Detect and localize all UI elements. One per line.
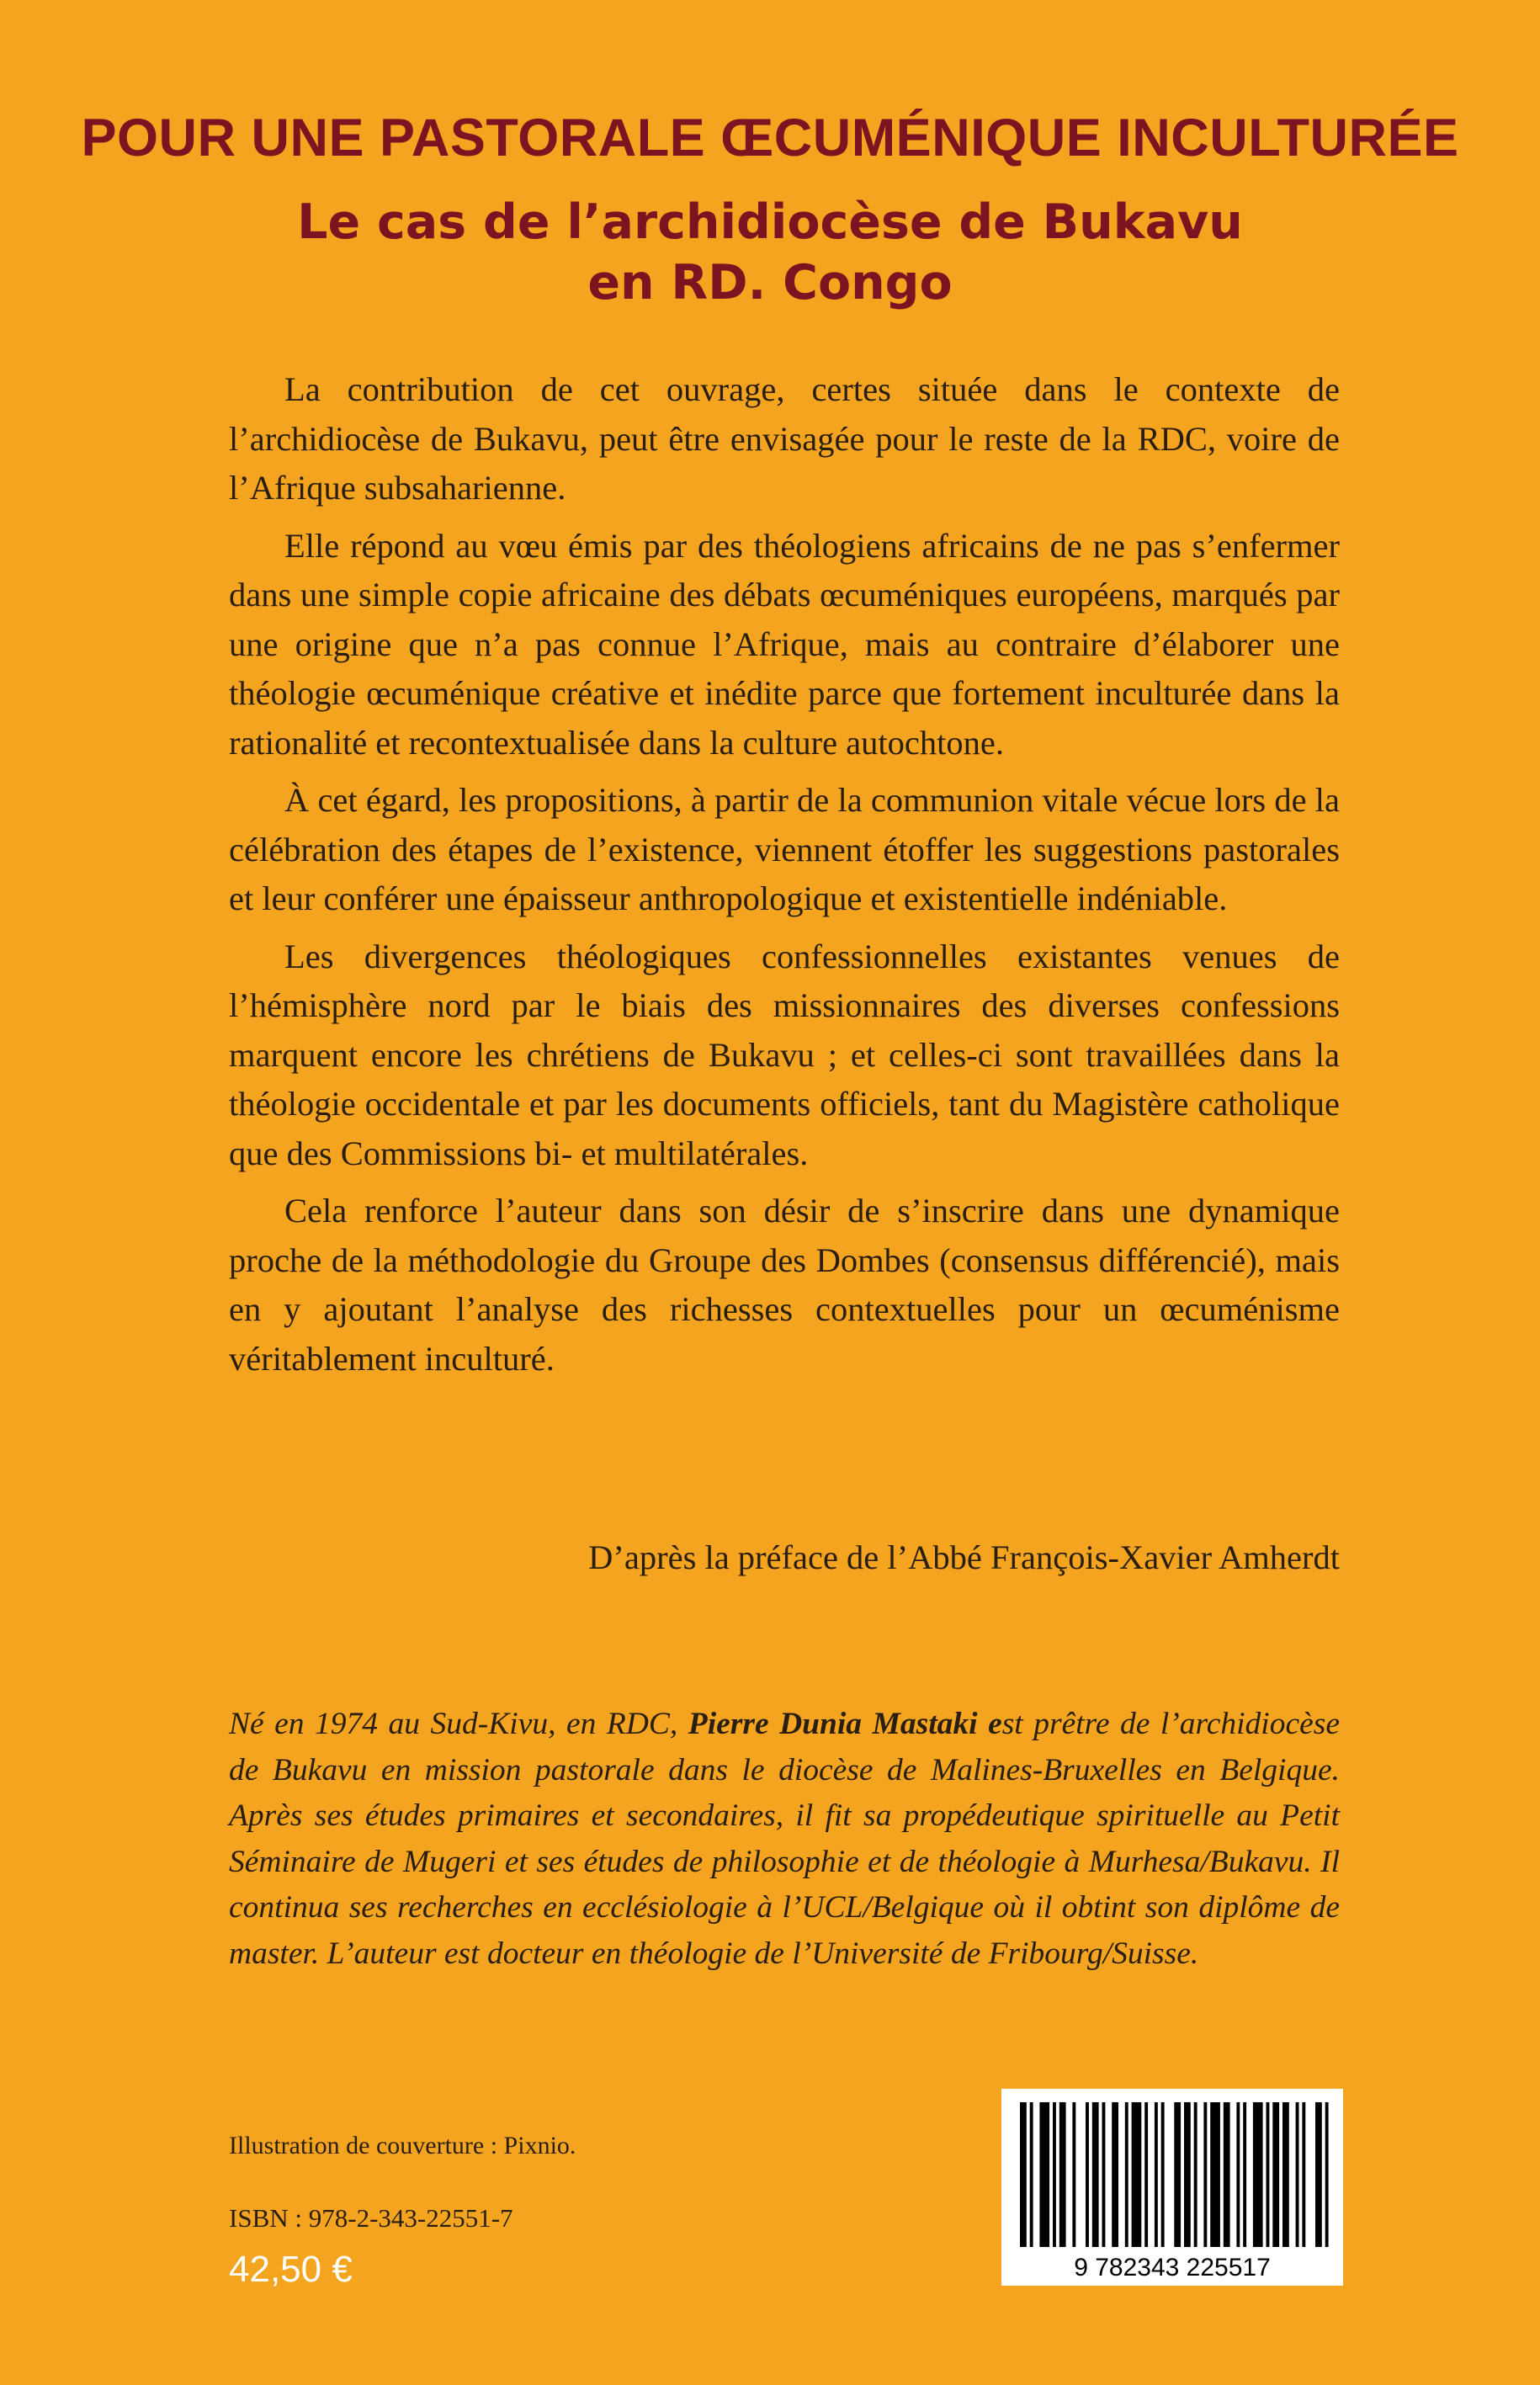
barcode-bar [1203,2102,1207,2247]
barcode-bar [1092,2102,1099,2247]
author-name: Pierre Dunia Mastaki e [688,1707,1002,1741]
barcode-bars [1020,2102,1329,2247]
barcode-bar [1253,2102,1263,2247]
barcode-bar [1243,2102,1246,2247]
barcode-bar [1296,2102,1299,2247]
subtitle-line-1: Le cas de l’archidiocèse de Bukavu [297,194,1243,250]
barcode-bar [1030,2102,1033,2247]
barcode-bar [1194,2102,1197,2247]
barcode-bar [1302,2102,1305,2247]
book-subtitle [0,192,1540,313]
preface-attribution: D’après la préface de l’Abbé François-Xavier Amherdt [588,1538,1340,1576]
barcode-bar [1144,2102,1148,2247]
cover-credit: Illustration de couverture : Pixnio. [229,2132,576,2159]
barcode-bar [1125,2102,1128,2247]
barcode-bar [1315,2102,1322,2247]
blurb [229,365,1340,1392]
book-title: POUR UNE PASTORALE ŒCUMÉNIQUE INCULTURÉE [81,109,1459,167]
blurb-paragraph: La contribution de cet ouvrage, certes située dans le contexte de l’archidiocèse de Bukavu, peut être envisagée pour le reste de la RDC, voire de l’Afrique subsaharienne. [229,370,1340,507]
barcode-bar [1039,2102,1049,2247]
bio-text: st prêtre de l’archidiocèse de Bukavu en mission pastorale dans le diocèse de Malines-Bruxelles en Belgique. Après ses études primaires et secondaires, il fit sa propédeutique spirituelle au Petit Séminaire de Mugeri et ses études de philosophie et de théologie à Murhesa/Bukavu. Il continua ses recherches en ecclésiologie à l’UCL/Belgique où il obtint son diplôme de master. L’auteur est docteur en théologie de l’Université de Fribourg/Suisse. [229,1707,1340,1971]
blurb-paragraph: Elle répond au vœu émis par des théologiens africains de ne pas s’enfermer dans une simple copie africaine des débats œcuméniques européens, marqués par une origine que n’a pas connue l’Afrique, mais au contraire d’élaborer une théologie œcuménique créative et inédite parce que fortement inculturée dans la rationalité et recontextualisée dans la culture autochtone. [229,526,1340,762]
author-bio [229,1702,1340,1977]
barcode-graphic [1001,2089,1343,2286]
barcode-bar [1236,2102,1240,2247]
barcode-bar [1102,2102,1106,2247]
barcode-bar [1272,2102,1279,2247]
barcode-bar [1224,2102,1230,2247]
bio-intro: Né en 1974 au Sud-Kivu, en RDC, [229,1707,688,1741]
blurb-paragraph: Cela renforce l’auteur dans son désir de s’inscrire dans une dynamique proche de la méthodologie du Groupe des Dombes (consensus différencié), mais en y ajoutant l’analyse des richesses contextuelles pour un œcuménisme véritablement inculturé. [229,1192,1340,1378]
barcode-bar [1086,2102,1089,2247]
barcode-bar [1267,2102,1270,2247]
barcode-bar [1155,2102,1158,2247]
barcode-bar [1132,2102,1142,2247]
barcode-bar [1210,2102,1220,2247]
barcode-bar [1072,2102,1075,2247]
barcode-digits: 9 782343 225517 [1074,2254,1271,2281]
barcode-bar [1053,2102,1056,2247]
blurb-paragraph: À cet égard, les propositions, à partir de la communion vitale vécue lors de la célébration des étapes de l’existence, viennent étoffer les suggestions pastorales et leur conférer une épaisseur anthropologique et existentielle indéniable. [229,781,1340,917]
barcode-bar [1325,2102,1329,2247]
barcode-bar [1112,2102,1118,2247]
barcode-bar [1282,2102,1289,2247]
barcode-bar [1161,2102,1165,2247]
barcode-bar [1020,2102,1027,2247]
barcode-bar [1184,2102,1191,2247]
isbn: ISBN : 978-2-343-22551-7 [229,2203,513,2233]
subtitle-line-2: en RD. Congo [587,255,953,311]
price: 42,50 € [229,2249,353,2290]
barcode-bar [1059,2102,1066,2247]
barcode-bar [1174,2102,1181,2247]
barcode [1001,2089,1343,2286]
blurb-paragraph: Les divergences théologiques confessionnelles existantes venues de l’hémisphère nord par le biais des missionnaires des diverses confessions marquent encore les chrétiens de Bukavu ; et celles-ci sont travaillées dans la théologie occidentale et par les documents officiels, tant du Magistère catholique que des Commissions bi- et multilatérales. [229,937,1340,1172]
